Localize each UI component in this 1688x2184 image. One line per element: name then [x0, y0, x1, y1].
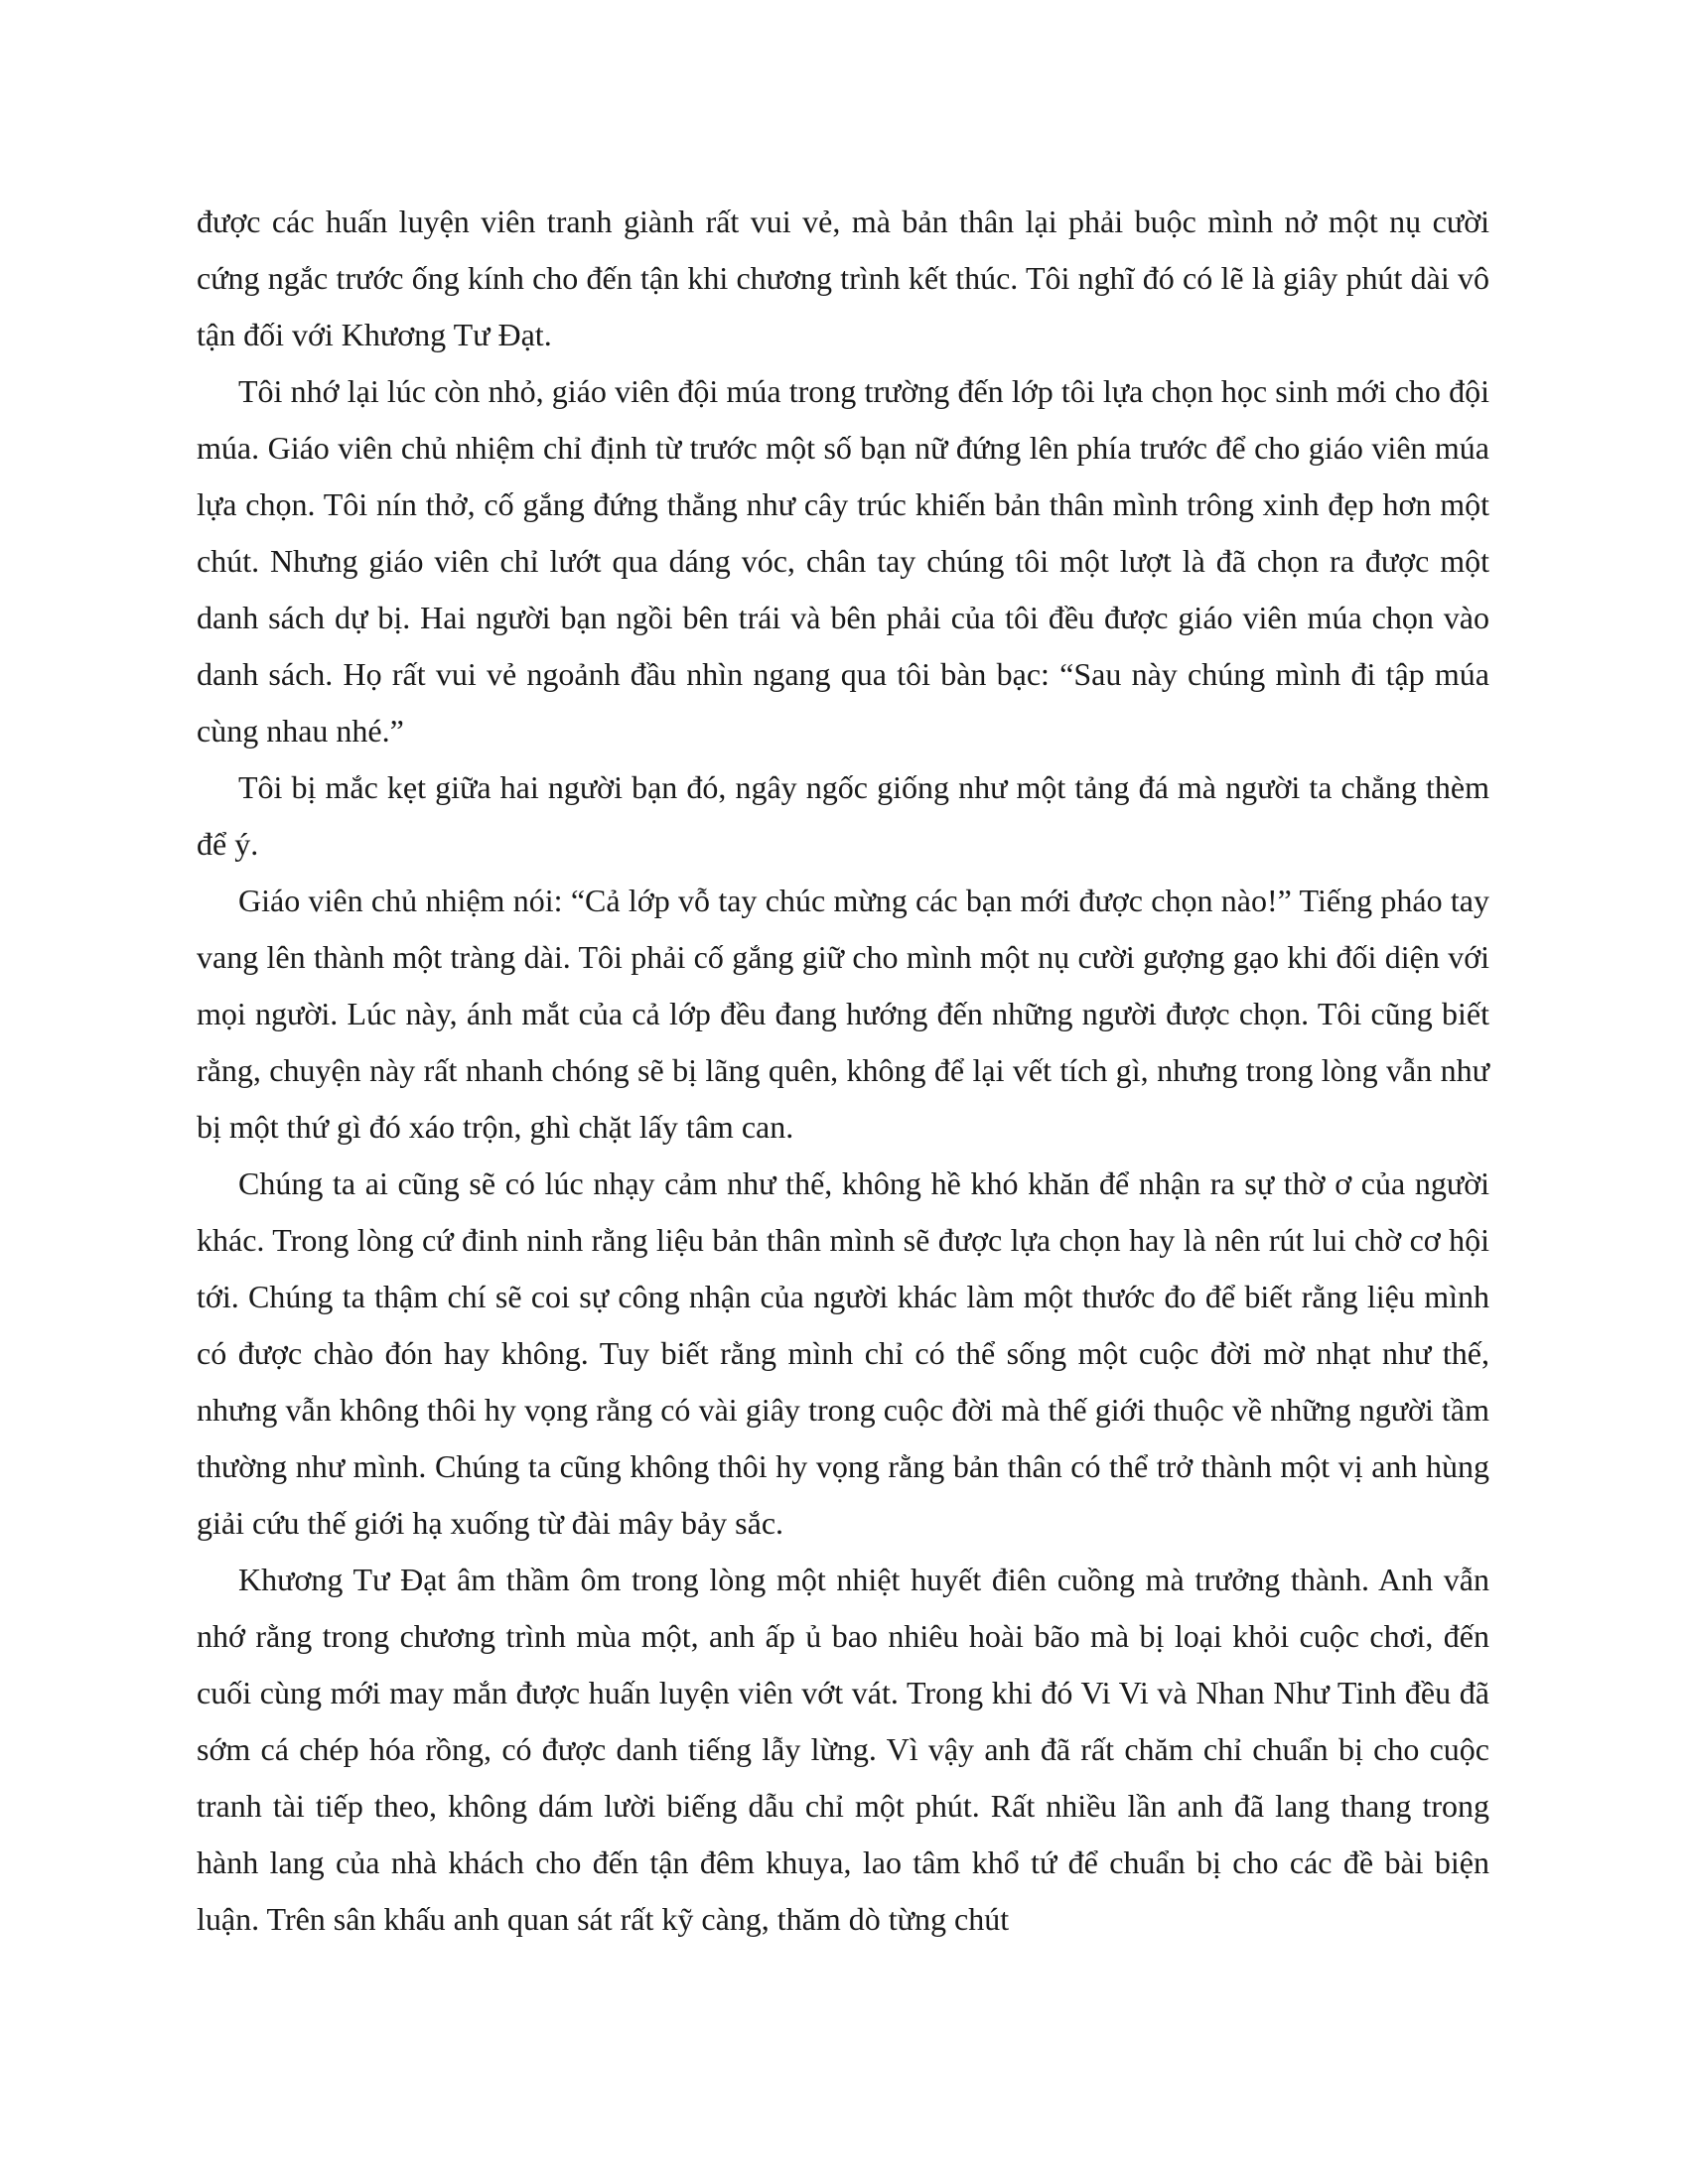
- page-body: [197, 194, 1489, 1948]
- paragraph-3: Tôi bị mắc kẹt giữa hai người bạn đó, ngây ngốc giống như một tảng đá mà người ta chẳng thèm để ý.: [197, 769, 1489, 862]
- paragraph-5: Chúng ta ai cũng sẽ có lúc nhạy cảm như thế, không hề khó khăn để nhận ra sự thờ ơ của người khác. Trong lòng cứ đinh ninh rằng liệu bản thân mình sẽ được lựa chọn hay là nên rút lui chờ cơ hội tới. Chúng ta thậm chí sẽ coi sự công nhận của người khác làm một thước đo để biết rằng liệu mình có được chào đón hay không. Tuy biết rằng mình chỉ có thể sống một cuộc đời mờ nhạt như thế, nhưng vẫn không thôi hy vọng rằng có vài giây trong cuộc đời mà thế giới thuộc về những người tầm thường như mình. Chúng ta cũng không thôi hy vọng rằng bản thân có thể trở thành một vị anh hùng giải cứu thế giới hạ xuống từ đài mây bảy sắc.: [197, 1165, 1489, 1541]
- paragraph-4: Giáo viên chủ nhiệm nói: “Cả lớp vỗ tay chúc mừng các bạn mới được chọn nào!” Tiếng pháo tay vang lên thành một tràng dài. Tôi phải cố gắng giữ cho mình một nụ cười gượng gạo khi đối diện với mọi người. Lúc này, ánh mắt của cả lớp đều đang hướng đến những người được chọn. Tôi cũng biết rằng, chuyện này rất nhanh chóng sẽ bị lãng quên, không để lại vết tích gì, nhưng trong lòng vẫn như bị một thứ gì đó xáo trộn, ghì chặt lấy tâm can.: [197, 883, 1489, 1145]
- paragraph-1: được các huấn luyện viên tranh giành rất vui vẻ, mà bản thân lại phải buộc mình nở một nụ cười cứng ngắc trước ống kính cho đến tận khi chương trình kết thúc. Tôi nghĩ đó có lẽ là giây phút dài vô tận đối với Khương Tư Đạt.: [197, 204, 1489, 352]
- paragraph-2: Tôi nhớ lại lúc còn nhỏ, giáo viên đội múa trong trường đến lớp tôi lựa chọn học sinh mới cho đội múa. Giáo viên chủ nhiệm chỉ định từ trước một số bạn nữ đứng lên phía trước để cho giáo viên múa lựa chọn. Tôi nín thở, cố gắng đứng thẳng như cây trúc khiến bản thân mình trông xinh đẹp hơn một chút. Nhưng giáo viên chỉ lướt qua dáng vóc, chân tay chúng tôi một lượt là đã chọn ra được một danh sách dự bị. Hai người bạn ngồi bên trái và bên phải của tôi đều được giáo viên múa chọn vào danh sách. Họ rất vui vẻ ngoảnh đầu nhìn ngang qua tôi bàn bạc: “Sau này chúng mình đi tập múa cùng nhau nhé.”: [197, 373, 1489, 749]
- paragraph-6: Khương Tư Đạt âm thầm ôm trong lòng một nhiệt huyết điên cuồng mà trưởng thành. Anh vẫn nhớ rằng trong chương trình mùa một, anh ấp ủ bao nhiêu hoài bão mà bị loại khỏi cuộc chơi, đến cuối cùng mới may mắn được huấn luyện viên vớt vát. Trong khi đó Vi Vi và Nhan Như Tinh đều đã sớm cá chép hóa rồng, có được danh tiếng lẫy lừng. Vì vậy anh đã rất chăm chỉ chuẩn bị cho cuộc tranh tài tiếp theo, không dám lười biếng dẫu chỉ một phút. Rất nhiều lần anh đã lang thang trong hành lang của nhà khách cho đến tận đêm khuya, lao tâm khổ tứ để chuẩn bị cho các đề bài biện luận. Trên sân khấu anh quan sát rất kỹ càng, thăm dò từng chút: [197, 1562, 1489, 1937]
